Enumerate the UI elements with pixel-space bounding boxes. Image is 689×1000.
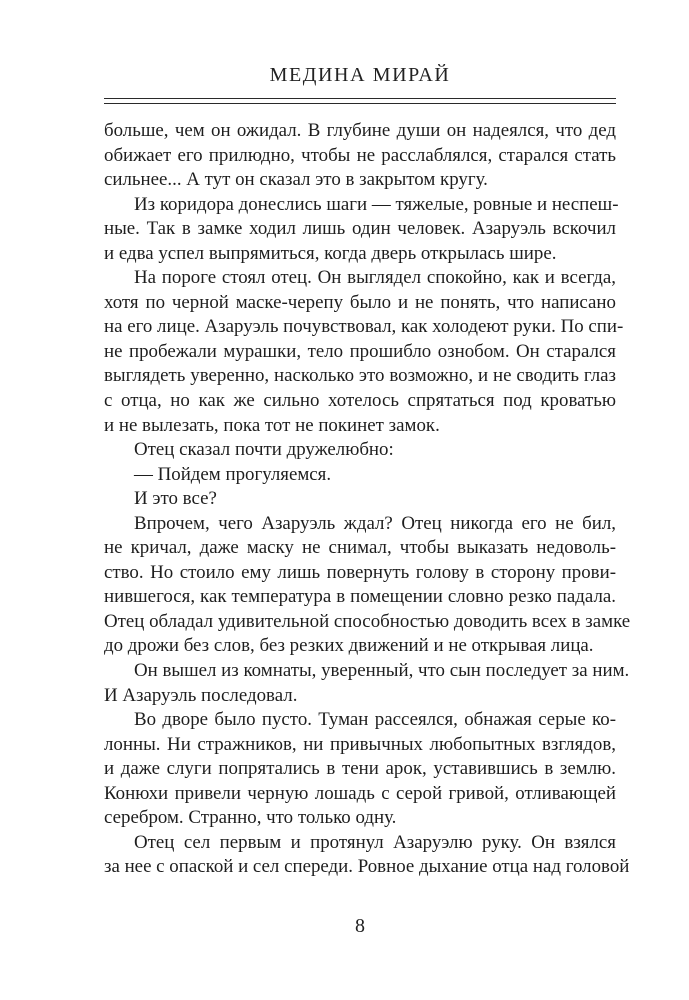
text-line: Отец обладал удивительной способностью доводить всех в замке [104,610,631,632]
text-line: ство. Но стоило ему лишь повернуть голову в сторону прови- [104,561,616,583]
text-line: нившегося, как температура в помещении словно резко падала. [104,586,616,608]
text-line: сильнее... А тут он сказал это в закрытом кругу. [104,169,488,191]
text-line: за нее с опаской и сел спереди. Ровное дыхание отца над головой [104,856,630,878]
text-line: На пороге стоял отец. Он выглядел спокойно, как и всегда, [134,267,616,289]
page-number: 8 [355,915,365,937]
text-line: выглядеть уверенно, насколько это возможно, и не сводить глаз [104,365,616,387]
body-text [104,119,631,880]
text-line: хотя по черной маске-черепу было и не понять, что написано [104,291,616,313]
text-line: Конюхи привели черную лошадь с серой гривой, отливающей [104,782,616,804]
text-line: и едва успел выпрямиться, когда дверь открылась шире. [104,242,557,264]
text-line: Впрочем, чего Азаруэль ждал? Отец никогда его не бил, [134,512,616,534]
text-line: лонны. Ни стражников, ни привычных любопытных взглядов, [104,733,616,755]
text-line: ные. Так в замке ходил лишь один человек. Азаруэль вскочил [104,218,616,240]
text-line: не кричал, даже маску не снимал, чтобы выказать недоволь- [104,537,616,559]
text-line: Из коридора донеслись шаги — тяжелые, ровные и неспеш- [134,193,619,215]
text-line: серебром. Странно, что только одну. [104,807,397,829]
text-line: Отец сел первым и протянул Азаруэлю руку. Он взялся [134,831,616,853]
text-line: не пробежали мурашки, тело прошибло ознобом. Он старался [104,340,616,362]
text-line: И Азаруэль последовал. [104,684,298,706]
text-line: больше, чем он ожидал. В глубине души он надеялся, что дед [104,120,616,141]
text-line: до дрожи без слов, без резких движений и не открывая лица. [104,635,594,657]
running-head-author: МЕДИНА МИРАЙ [269,64,451,86]
text-line: Отец сказал почти дружелюбно: [134,439,394,461]
text-line: И это все? [134,488,217,510]
dialogue-line: — Пойдем прогуляемся. [134,463,332,485]
text-line: на его лице. Азаруэль почувствовал, как холодеют руки. По спи- [104,316,624,338]
text-line: обижает его прилюдно, чтобы не расслаблялся, старался стать [104,144,616,166]
text-line: Во дворе было пусто. Туман рассеялся, обнажая серые ко- [134,709,616,731]
text-line: Он вышел из комнаты, уверенный, что сын последует за ним. [134,660,630,682]
text-line: с отца, но как же сильно хотелось спрятаться под кроватью [104,390,616,412]
text-line: и даже слуги попрятались в тени арок, уставившись в землю. [104,758,616,780]
header-double-rule [104,98,616,104]
text-line: и не вылезать, пока тот не покинет замок. [104,414,440,436]
